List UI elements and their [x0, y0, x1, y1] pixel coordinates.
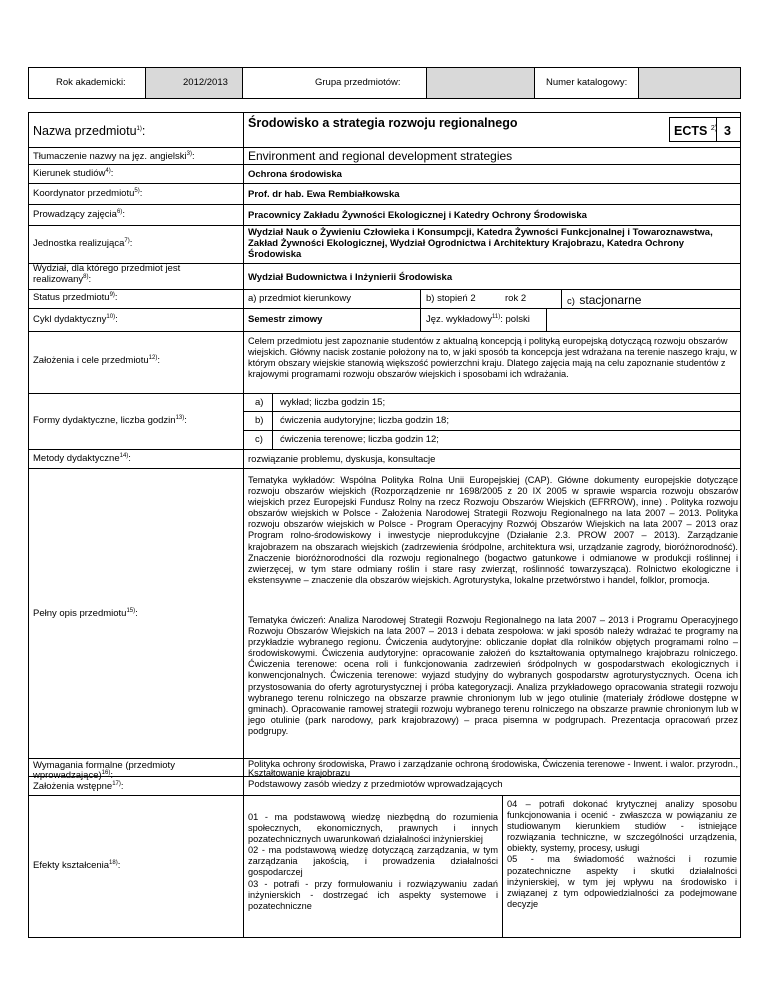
- row-divider: [28, 795, 741, 796]
- header-numer-value-cell: [638, 67, 741, 99]
- status-divider: [561, 289, 562, 308]
- row-divider: [28, 289, 741, 290]
- opis-cwiczenia: Tematyka ćwiczeń: Analiza Narodowej Strategii Rozwoju Regionalnego na lata 2007 – 2013 i Programu Operacyjnego Rozwoju Obszarów Wiejskich na lata 2007 – 2013 i debata zespołowa: w jaki sposób należy wdrażać te programy na przykładzie wybranego regionu. Ćwiczenia audytoryjne: obliczanie dopłat dla rolników objętych programami rolno – środowiskowymi. Ćwiczenia audytoryjne: opracowanie założeń do kształtowania optymalnego krajobrazu rolniczego. Ćwiczenia terenowe: ocena roli i funkcjonowania zadrzewień śródpolnych w gospodarstwach ekologicznych i konwencjonalnych. Ćwiczenia terenowe: wyjazd studyjny do wybranych gospodarstw agroturystycznych. Ocena ich przystosowania do oferty agroturystycznej i próba kategoryzacji. Analiza przykładowego opracowania strategii rozwoju wybranego terenu rolniczego na obszarze prawnie chronionym lub w jego otulinie (materiały źródłowe dostępne w gminach). Opracowanie ramowej strategii rozwoju wybranego terenu rolniczego na obszarze prawnie chronionym lub w jego otulinie (park narodowy, park krajobrazowy) – praca pisemna w podgrupach. Prezentacja opracowań przez podgrupy.: [248, 615, 738, 736]
- row-divider: [28, 164, 741, 165]
- nazwa-label: Nazwa przedmiotu$^{1)}$:: [33, 124, 146, 138]
- formy-letter-a: a): [255, 397, 264, 408]
- formy-item-b: ćwiczenia audytoryjne; liczba godzin 18;: [280, 415, 449, 426]
- wymagania-value: Polityka ochrony środowiska, Prawo i zarządzanie ochroną środowiska, Ćwiczenia terenowe - Inwent. i walor. przyrodn., Kształtowanie krajobrazu: [248, 759, 738, 779]
- zalozenia-text: Celem przedmiotu jest zapoznanie studentów z aktualną koncepcją i polityką europejską dotyczącą rozwoju obszarów wiejskich. Główny nacisk zostanie położony na to, w jaki sposób ta koncepcja jest wdrażana na terenie naszego kraju, w którym obszary wiejskie stanowią większość powierzchni kraju. Dlatego zajęcia mają na celu zapoznanie studentów z krajowymi programami rozwoju obszarów wiejskich i sposobami ich wdrażania.: [248, 336, 737, 380]
- metody-value: rozwiązanie problemu, dyskusja, konsultacje: [248, 454, 436, 465]
- cykl-value: Semestr zimowy: [248, 314, 323, 325]
- grupa-label: Grupa przedmiotów:: [315, 77, 401, 88]
- formy-letter-b: b): [255, 415, 264, 426]
- formy-item-c: ćwiczenia terenowe; liczba godzin 12;: [280, 434, 439, 445]
- jednostka-value: Wydział Nauk o Żywieniu Człowieka i Konsumpcji, Katedra Żywności Funkcjonalnej i Towaroznawstwa, Zakład Żywności Ekologicznej, Wydział Ogrodnictwa i Architektury Krajobrazu, Katedra Ochrony Środowiska: [248, 227, 713, 260]
- formy-letter-c: c): [255, 434, 263, 445]
- formy-row-divider: [243, 430, 741, 431]
- status-divider: [420, 289, 421, 331]
- kierunek-value: Ochrona środowiska: [248, 169, 342, 180]
- nazwa-value: Środowisko a strategia rozwoju regionalnego: [248, 116, 518, 130]
- wstepne-value: Podstawowy zasób wiedzy z przedmiotów wprowadzających: [248, 779, 503, 790]
- kierunek-label: Kierunek studiów$^{4)}$:: [33, 167, 114, 179]
- wydzial-label: Wydział, dla którego przedmiot jest realizowany$^{8)}$:: [33, 263, 181, 285]
- opis-label: Pełny opis przedmiotu$^{15)}$:: [33, 607, 138, 619]
- efekty-label: Efekty kształcenia$^{18)}$:: [33, 859, 121, 871]
- numer-label: Numer katalogowy:: [546, 77, 628, 88]
- wstepne-label: Założenia wstępne$^{17)}$:: [33, 780, 124, 792]
- ects-label: ECTS $^{2)}$: [674, 124, 718, 138]
- jezyk: Jęz. wykładowy$^{11)}$: polski: [426, 313, 530, 325]
- tlumaczenie-label: Tłumaczenie nazwy na jęz. angielski$^{3)}$:: [33, 150, 195, 162]
- status-a: a) przedmiot kierunkowy: [248, 293, 351, 304]
- rok-value: 2012/2013: [183, 77, 228, 88]
- column-divider: [243, 112, 244, 938]
- efekty-left: 01 - ma podstawową wiedzę niezbędną do rozumienia społecznych, ekonomicznych, prawnych i innych pozatechnicznych uwarunkowań działalności inżynierskiej 02 - ma podstawową wiedzę dotyczącą zarządzania, w tym zarządzania jakością, i prowadzenia działalności gospodarczej 03 - potrafi - przy formułowaniu i rozwiązywaniu zadań inżynierskich - dostrzegać ich aspekty systemowe i pozatechniczne: [248, 812, 498, 911]
- formy-divider: [272, 393, 273, 449]
- koordynator-label: Koordynator przedmiotu$^{5)}$:: [33, 187, 143, 199]
- prowadzacy-value: Pracownicy Zakładu Żywności Ekologicznej i Katedry Ochrony Środowiska: [248, 210, 587, 221]
- cykl-label: Cykl dydaktyczny$^{10)}$:: [33, 313, 118, 325]
- tlumaczenie-value: Environment and regional development strategies: [248, 149, 513, 163]
- formy-row-divider: [243, 411, 741, 412]
- row-divider: [28, 147, 741, 148]
- row-divider: [28, 449, 741, 450]
- koordynator-value: Prof. dr hab. Ewa Rembiałkowska: [248, 189, 400, 200]
- status-c: c) stacjonarne: [567, 293, 642, 307]
- cykl-divider: [546, 308, 547, 331]
- opis-wyklady: Tematyka wykładów: Wspólna Polityka Rolna Unii Europejskiej (CAP). Główne dokumenty europejskie dotyczące rozwoju obszarów wiejskich (Rozporządzenie nr 1698/2005 z 20 IX 2005 w sprawie wsparcia rozwoju obszarów wiejskich przez Europejski Fundusz Rolny na rzecz Rozwoju Obszarów Wiejskich (EFRROW), inne) . Polityka rozwoju obszarów wiejskich w Polsce - Założenia Narodowej Strategii Rozwoju Regionalnego na lata 2007 – 2013. Polityka rozwoju obszarów wiejskich w Polsce - Program Operacyjny Rozwój Obszarów Wiejskich na lata 2007 – 2013 oraz Program rolno-środowiskowy i inwestycje nieprodukcyjne (Działanie 2.3. PROW 2007 – 2013). Zarządzanie krajobrazem na obszarach wiejskich (zadrzewienia śródpolne, architektura wsi, urządzanie zagrody, bioróżnorodność). Znaczenie bioróżnorodności dla rozwoju regionalnego (bogactwo gatunkowe i odmianowe w produkcji roślinnej i zwierzęcej, w tym stare odmiany roślin i stare rasy zwierząt, roślinność towarzysząca). Rolnictwo ekologiczne i ekstensywne – znaczenie dla obszarów wiejskich. Agroturystyka, lokalne przetwórstwo i handel, folklor, promocja.: [248, 475, 738, 585]
- wymagania-label: Wymagania formalne (przedmioty wprowadzające)$^{16)}$:: [33, 760, 175, 781]
- prowadzacy-label: Prowadzący zajęcia$^{6)}$:: [33, 208, 125, 220]
- row-divider: [28, 204, 741, 205]
- row-divider: [28, 331, 741, 332]
- metody-label: Metody dydaktyczne$^{14)}$:: [33, 452, 131, 464]
- header-grupa-value-cell: [426, 67, 535, 99]
- status-b: b) stopień 2: [426, 293, 476, 304]
- rok-label: Rok akademicki:: [56, 77, 126, 88]
- row-divider: [28, 393, 741, 394]
- row-divider: [28, 468, 741, 469]
- row-divider: [28, 225, 741, 226]
- status-label: Status przedmiotu$^{9)}$:: [33, 291, 118, 303]
- formy-label: Formy dydaktyczne, liczba godzin$^{13)}$:: [33, 414, 187, 426]
- row-divider: [28, 183, 741, 184]
- ects-value: 3: [724, 124, 731, 138]
- status-rok: rok 2: [505, 293, 527, 304]
- efekty-divider: [502, 795, 503, 938]
- zalozenia-label: Założenia i cele przedmiotu$^{12)}$:: [33, 354, 160, 366]
- jednostka-label: Jednostka realizująca$^{7)}$:: [33, 237, 133, 249]
- efekty-right: 04 – potrafi dokonać krytycznej analizy sposobu funkcjonowania i ocenić - zwłaszcza w powiązaniu ze studiowanym kierunkiem studiów - istniejące rozwiązania techniczne, w szczególności urządzenia, obiekty, systemy, procesy, usługi 05 - ma świadomość ważności i rozumie pozatechniczne aspekty i skutki działalności inżynierskiej, w tym jej wpływu na środowisko i związanej z tym odpowiedzialności za podejmowane decyzje: [507, 799, 737, 909]
- wydzial-value: Wydział Budownictwa i Inżynierii Środowiska: [248, 272, 453, 283]
- formy-item-a: wykład; liczba godzin 15;: [280, 397, 386, 408]
